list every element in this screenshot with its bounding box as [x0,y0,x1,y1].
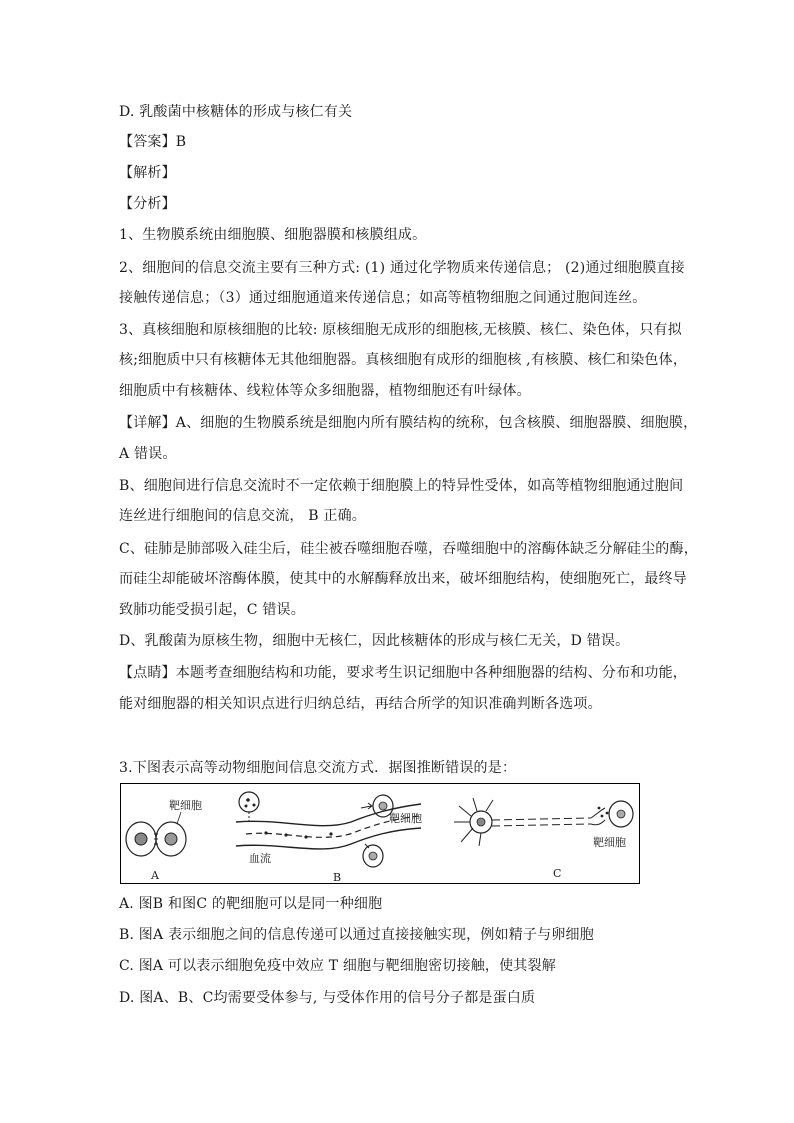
target-cell-label-c: 靶细胞 [593,836,626,849]
signal-diagram [120,783,640,884]
option-a[interactable]: A. 图B 和图C 的靶细胞可以是同一种细胞 [119,896,383,912]
panel-a-label: A [151,869,159,882]
detail-b: B、细胞间进行信息交流时不一定依赖于细胞膜上的特异性受体，如高等植物细胞通过胞间 [119,478,684,494]
explanation-heading: 【解析】 [119,165,176,181]
panel-a-cells [126,812,186,856]
blood-flow-label: 血流 [249,852,271,865]
key-point: 【点睛】本题考查细胞结构和功能，要求考生识记细胞中各种细胞器的结构、分布和功能， [119,665,687,681]
detail-a: 【详解】A、细胞的生物膜系统是细胞内所有膜结构的统称，包含核膜、细胞器膜、细胞膜， [119,415,698,431]
option-d[interactable]: D. 图A、B、C均需要受体参与, 与受体作用的信号分子都是蛋白质 [119,990,536,1006]
option-c[interactable]: C. 图A 可以表示细胞免疫中效应 T 细胞与靶细胞密切接触，使其裂解 [119,958,556,974]
detail-c: C、硅肺是肺部吸入硅尘后，硅尘被吞噬细胞吞噬，吞噬细胞中的溶酶体缺乏分解硅尘的酶， [119,541,698,557]
option-d-line: D. 乳酸菌中核糖体的形成与核仁有关 [119,104,353,120]
analysis-point-1: 1、生物膜系统由细胞膜、细胞器膜和核膜组成。 [119,227,427,243]
signal-diagram-svg [121,784,641,885]
target-cell-label-a: 靶细胞 [169,799,202,812]
option-b[interactable]: B. 图A 表示细胞之间的信息传递可以通过直接接触实现，例如精子与卵细胞 [119,927,594,943]
answer-line: 【答案】B [119,134,187,150]
detail-d: D、乳酸菌为原核生物，细胞中无核仁，因此核糖体的形成与核仁无关，D 错误。 [119,633,630,649]
target-cell-label-b: 靶细胞 [389,812,422,825]
detail-c-cont2: 致肺功能受损引起，C 错误。 [119,602,305,618]
analysis-point-3-cont: 核;细胞质中只有核糖体无其他细胞器。真核细胞有成形的细胞核 ,有核膜、核仁和染色体， [119,352,688,368]
panel-c-label: C [553,867,562,880]
analysis-point-3-cont2: 细胞质中有核糖体、线粒体等众多细胞器，植物细胞还有叶绿体。 [119,383,531,399]
analysis-heading: 【分析】 [119,196,176,212]
detail-c-cont: 而硅尘却能破坏溶酶体膜，使其中的水解酶释放出来，破坏细胞结构，使细胞死亡，最终导 [119,571,687,587]
detail-a-cont: A 错误。 [119,446,177,462]
key-point-cont: 能对细胞器的相关知识点进行归纳总结，再结合所学的知识准确判断各选项。 [119,696,602,712]
panel-b-label: B [333,871,342,884]
question-stem: 3.下图表示高等动物细胞间信息交流方式．据图推断错误的是： [119,760,517,776]
analysis-point-2: 2、细胞间的信息交流主要有三种方式: (1) 通过化学物质来传递信息； (2)通过细胞膜直接 [119,260,685,276]
detail-b-cont: 连丝进行细胞间的信息交流， B 正确。 [119,508,366,524]
analysis-point-2-cont: 接触传递信息；（3）通过细胞通道来传递信息；如高等植物细胞之间通过胞间连丝。 [119,290,647,306]
analysis-point-3: 3、真核细胞和原核细胞的比较: 原核细胞无成形的细胞核,无核膜、核仁、染色体，只有拟 [119,322,682,338]
